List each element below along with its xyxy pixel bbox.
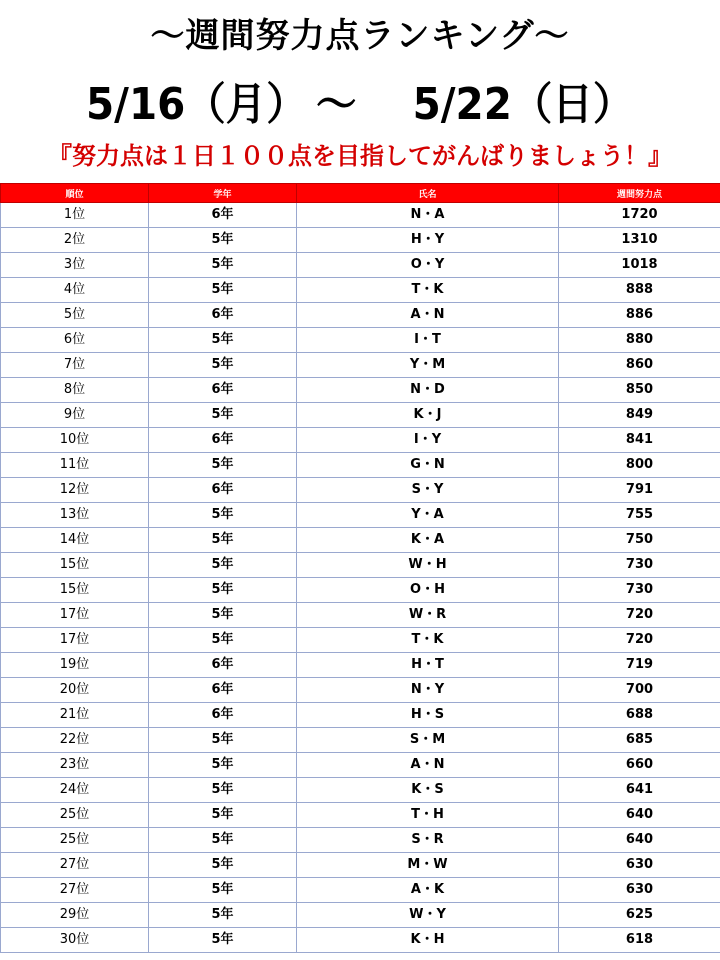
name-cell: S・Y bbox=[297, 478, 559, 503]
table-row bbox=[1, 603, 720, 628]
table-row bbox=[1, 578, 720, 603]
grade-cell: 5年 bbox=[149, 753, 297, 778]
grade-cell: 5年 bbox=[149, 903, 297, 928]
points-cell: 700 bbox=[559, 678, 720, 703]
grade-cell: 5年 bbox=[149, 453, 297, 478]
points-cell: 750 bbox=[559, 528, 720, 553]
name-cell: K・H bbox=[297, 928, 559, 953]
rank-cell: 19位 bbox=[1, 653, 149, 678]
rank-cell: 6位 bbox=[1, 328, 149, 353]
points-cell: 791 bbox=[559, 478, 720, 503]
grade-cell: 5年 bbox=[149, 578, 297, 603]
rank-cell: 25位 bbox=[1, 803, 149, 828]
table-row bbox=[1, 803, 720, 828]
grade-cell: 5年 bbox=[149, 328, 297, 353]
date-start: 5/16（月） bbox=[86, 79, 307, 130]
points-cell: 841 bbox=[559, 428, 720, 453]
points-cell: 641 bbox=[559, 778, 720, 803]
grade-cell: 5年 bbox=[149, 503, 297, 528]
table-row bbox=[1, 203, 720, 228]
points-cell: 800 bbox=[559, 453, 720, 478]
grade-cell: 5年 bbox=[149, 278, 297, 303]
grade-cell: 6年 bbox=[149, 703, 297, 728]
table-row bbox=[1, 378, 720, 403]
grade-cell: 5年 bbox=[149, 778, 297, 803]
points-cell: 630 bbox=[559, 853, 720, 878]
table-row bbox=[1, 553, 720, 578]
rank-cell: 24位 bbox=[1, 778, 149, 803]
date-end: 5/22（日） bbox=[412, 79, 634, 130]
grade-cell: 6年 bbox=[149, 203, 297, 228]
rank-cell: 14位 bbox=[1, 528, 149, 553]
table-row bbox=[1, 853, 720, 878]
points-cell: 720 bbox=[559, 603, 720, 628]
rank-cell: 9位 bbox=[1, 403, 149, 428]
rank-cell: 17位 bbox=[1, 603, 149, 628]
name-cell: I・T bbox=[297, 328, 559, 353]
name-cell: S・R bbox=[297, 828, 559, 853]
name-cell: I・Y bbox=[297, 428, 559, 453]
points-cell: 640 bbox=[559, 828, 720, 853]
rank-cell: 29位 bbox=[1, 903, 149, 928]
name-cell: H・Y bbox=[297, 228, 559, 253]
grade-cell: 6年 bbox=[149, 653, 297, 678]
points-cell: 755 bbox=[559, 503, 720, 528]
points-cell: 688 bbox=[559, 703, 720, 728]
table-body bbox=[1, 203, 720, 953]
grade-cell: 5年 bbox=[149, 353, 297, 378]
points-cell: 660 bbox=[559, 753, 720, 778]
name-cell: S・M bbox=[297, 728, 559, 753]
grade-cell: 5年 bbox=[149, 828, 297, 853]
name-cell: K・S bbox=[297, 778, 559, 803]
grade-cell: 6年 bbox=[149, 378, 297, 403]
name-cell: K・A bbox=[297, 528, 559, 553]
points-cell: 618 bbox=[559, 928, 720, 953]
name-cell: N・A bbox=[297, 203, 559, 228]
points-cell: 850 bbox=[559, 378, 720, 403]
table-row bbox=[1, 353, 720, 378]
rank-cell: 3位 bbox=[1, 253, 149, 278]
table-row bbox=[1, 253, 720, 278]
name-cell: T・K bbox=[297, 628, 559, 653]
points-cell: 888 bbox=[559, 278, 720, 303]
table-row bbox=[1, 928, 720, 953]
grade-cell: 6年 bbox=[149, 428, 297, 453]
points-cell: 849 bbox=[559, 403, 720, 428]
column-header-grade: 学年 bbox=[149, 184, 297, 203]
rank-cell: 11位 bbox=[1, 453, 149, 478]
rank-cell: 8位 bbox=[1, 378, 149, 403]
name-cell: N・D bbox=[297, 378, 559, 403]
name-cell: T・H bbox=[297, 803, 559, 828]
points-cell: 1018 bbox=[559, 253, 720, 278]
name-cell: W・R bbox=[297, 603, 559, 628]
table-row bbox=[1, 703, 720, 728]
points-cell: 719 bbox=[559, 653, 720, 678]
table-row bbox=[1, 678, 720, 703]
points-cell: 720 bbox=[559, 628, 720, 653]
rank-cell: 7位 bbox=[1, 353, 149, 378]
table-row bbox=[1, 878, 720, 903]
table-row bbox=[1, 828, 720, 853]
points-cell: 1720 bbox=[559, 203, 720, 228]
name-cell: G・N bbox=[297, 453, 559, 478]
points-cell: 640 bbox=[559, 803, 720, 828]
rank-cell: 25位 bbox=[1, 828, 149, 853]
name-cell: T・K bbox=[297, 278, 559, 303]
name-cell: W・Y bbox=[297, 903, 559, 928]
points-cell: 625 bbox=[559, 903, 720, 928]
grade-cell: 5年 bbox=[149, 553, 297, 578]
table-row bbox=[1, 328, 720, 353]
table-row bbox=[1, 503, 720, 528]
table-row bbox=[1, 628, 720, 653]
grade-cell: 6年 bbox=[149, 678, 297, 703]
rank-cell: 5位 bbox=[1, 303, 149, 328]
grade-cell: 5年 bbox=[149, 878, 297, 903]
grade-cell: 5年 bbox=[149, 253, 297, 278]
name-cell: A・N bbox=[297, 753, 559, 778]
points-cell: 730 bbox=[559, 578, 720, 603]
page-title: ～週間努力点ランキング～ bbox=[150, 16, 570, 56]
column-header-name: 氏名 bbox=[297, 184, 559, 203]
name-cell: Y・M bbox=[297, 353, 559, 378]
rank-cell: 20位 bbox=[1, 678, 149, 703]
table-row bbox=[1, 228, 720, 253]
name-cell: Y・A bbox=[297, 503, 559, 528]
name-cell: O・H bbox=[297, 578, 559, 603]
grade-cell: 5年 bbox=[149, 603, 297, 628]
rank-cell: 13位 bbox=[1, 503, 149, 528]
grade-cell: 5年 bbox=[149, 228, 297, 253]
rank-cell: 10位 bbox=[1, 428, 149, 453]
table-row bbox=[1, 778, 720, 803]
rank-cell: 27位 bbox=[1, 853, 149, 878]
rank-cell: 15位 bbox=[1, 578, 149, 603]
table-row bbox=[1, 478, 720, 503]
motto-text: 『努力点は１日１００点を目指してがんばりましょう！』 bbox=[48, 142, 672, 170]
rank-cell: 4位 bbox=[1, 278, 149, 303]
name-cell: N・Y bbox=[297, 678, 559, 703]
name-cell: A・N bbox=[297, 303, 559, 328]
name-cell: H・T bbox=[297, 653, 559, 678]
points-cell: 860 bbox=[559, 353, 720, 378]
grade-cell: 5年 bbox=[149, 628, 297, 653]
grade-cell: 5年 bbox=[149, 853, 297, 878]
name-cell: K・J bbox=[297, 403, 559, 428]
rank-cell: 1位 bbox=[1, 203, 149, 228]
grade-cell: 5年 bbox=[149, 528, 297, 553]
name-cell: O・Y bbox=[297, 253, 559, 278]
points-cell: 886 bbox=[559, 303, 720, 328]
table-row bbox=[1, 303, 720, 328]
name-cell: A・K bbox=[297, 878, 559, 903]
table-header-row bbox=[1, 184, 720, 203]
rank-cell: 22位 bbox=[1, 728, 149, 753]
points-cell: 630 bbox=[559, 878, 720, 903]
table-row bbox=[1, 278, 720, 303]
grade-cell: 6年 bbox=[149, 303, 297, 328]
rank-cell: 17位 bbox=[1, 628, 149, 653]
table-row bbox=[1, 653, 720, 678]
table-row bbox=[1, 528, 720, 553]
points-cell: 1310 bbox=[559, 228, 720, 253]
table-row bbox=[1, 403, 720, 428]
points-cell: 880 bbox=[559, 328, 720, 353]
ranking-table bbox=[0, 183, 720, 953]
rank-cell: 30位 bbox=[1, 928, 149, 953]
table-row bbox=[1, 903, 720, 928]
date-range bbox=[86, 76, 656, 134]
grade-cell: 5年 bbox=[149, 728, 297, 753]
grade-cell: 6年 bbox=[149, 478, 297, 503]
rank-cell: 15位 bbox=[1, 553, 149, 578]
points-cell: 730 bbox=[559, 553, 720, 578]
column-header-rank: 順位 bbox=[1, 184, 149, 203]
date-separator: ～ bbox=[316, 79, 357, 130]
rank-cell: 27位 bbox=[1, 878, 149, 903]
name-cell: M・W bbox=[297, 853, 559, 878]
table-row bbox=[1, 728, 720, 753]
name-cell: H・S bbox=[297, 703, 559, 728]
table-row bbox=[1, 453, 720, 478]
table-row bbox=[1, 753, 720, 778]
name-cell: W・H bbox=[297, 553, 559, 578]
points-cell: 685 bbox=[559, 728, 720, 753]
table-row bbox=[1, 428, 720, 453]
column-header-points: 週間努力点 bbox=[559, 184, 720, 203]
grade-cell: 5年 bbox=[149, 928, 297, 953]
rank-cell: 23位 bbox=[1, 753, 149, 778]
rank-cell: 2位 bbox=[1, 228, 149, 253]
grade-cell: 5年 bbox=[149, 403, 297, 428]
grade-cell: 5年 bbox=[149, 803, 297, 828]
rank-cell: 21位 bbox=[1, 703, 149, 728]
rank-cell: 12位 bbox=[1, 478, 149, 503]
